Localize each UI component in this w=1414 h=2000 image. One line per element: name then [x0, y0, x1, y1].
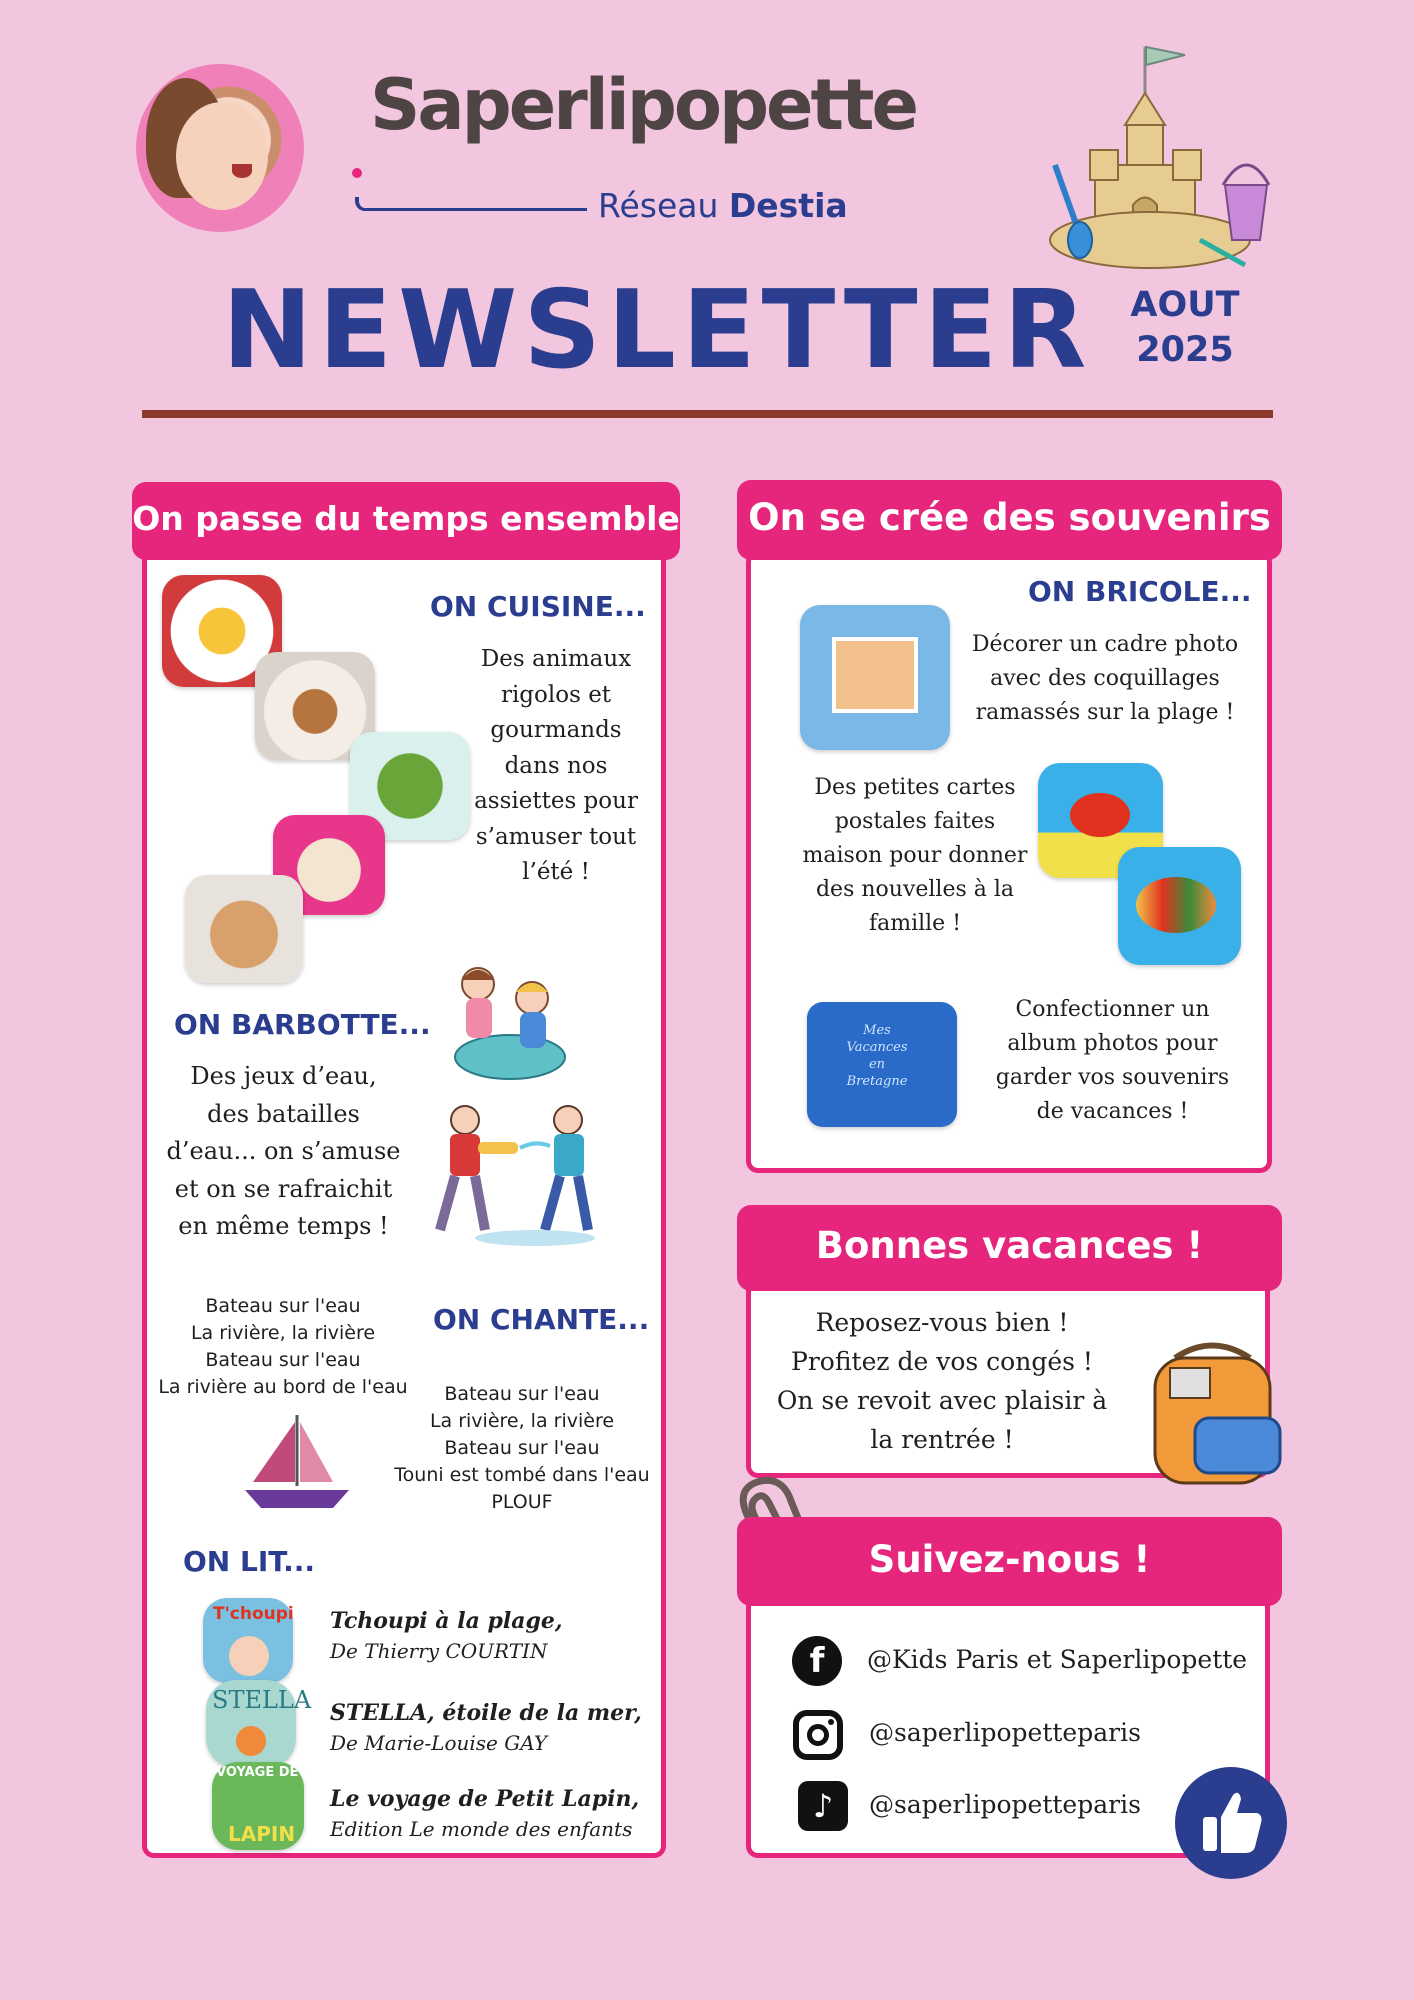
tiktok-link[interactable]: @saperlipopetteparis — [869, 1790, 1141, 1819]
water-fight-illustration — [420, 1100, 610, 1250]
book-title-1: Tchoupi à la plage, — [330, 1608, 563, 1634]
song-verse-1: Bateau sur l'eau La rivière, la rivière Bateau sur l'eau La rivière au bord de l'eau — [158, 1295, 408, 1398]
left-heading: On passe du temps ensemble — [132, 482, 680, 560]
instagram-link[interactable]: @saperlipopetteparis — [869, 1718, 1141, 1747]
vacances-heading: Bonnes vacances ! — [737, 1205, 1282, 1291]
chante-title: ON CHANTE... — [433, 1303, 650, 1336]
barbotte-text: Des jeux d’eau, des batailles d’eau... on s’amuse et on se rafraichit en même temps ! — [166, 1062, 401, 1240]
book-author-3: Edition Le monde des enfants — [330, 1817, 633, 1841]
tchoupi-book-cover: T'choupi — [203, 1598, 293, 1683]
book-title-2: STELLA, étoile de la mer, — [330, 1700, 642, 1726]
logo-dot — [352, 168, 362, 178]
issue-date: AOUT 2025 — [1130, 285, 1240, 370]
instagram-icon[interactable] — [793, 1710, 843, 1760]
shell-frame-photo — [800, 605, 950, 750]
lapin-book-cover: VOYAGE DE LAPIN — [212, 1762, 304, 1850]
facebook-icon[interactable]: f — [792, 1636, 842, 1686]
pig-plate-photo — [185, 875, 303, 983]
bricole-item-3: Confectionner un album photos pour garder vos souvenirs de vacances ! — [995, 997, 1230, 1124]
girl-photo — [136, 64, 304, 232]
bricole-title: ON BRICOLE... — [1028, 575, 1252, 608]
fish-card-photo — [1118, 847, 1241, 965]
header-divider — [142, 410, 1273, 418]
book-author-2: De Marie-Louise GAY — [330, 1731, 548, 1755]
suivez-heading: Suivez-nous ! — [737, 1517, 1282, 1606]
tiktok-icon[interactable]: ♪ — [798, 1781, 848, 1831]
sailboat-icon — [245, 1410, 350, 1510]
bricole-item-1: Décorer un cadre photo avec des coquillages ramassés sur la plage ! — [971, 632, 1239, 725]
bricole-item-2: Des petites cartes postales faites maison pour donner des nouvelles à la famille ! — [802, 775, 1028, 936]
sandcastle-icon — [1035, 35, 1280, 280]
song-verse-2: Bateau sur l'eau La rivière, la rivière Bateau sur l'eau Touni est tombé dans l'eau PLOUF — [394, 1383, 650, 1513]
bretagne-album-photo: Mes Vacances en Bretagne — [807, 1002, 957, 1127]
backpack-icon — [1140, 1338, 1285, 1493]
barbotte-title: ON BARBOTTE... — [174, 1008, 431, 1041]
kids-basin-illustration — [440, 962, 580, 1092]
cuisine-text: Des animaux rigolos et gourmands dans nos assiettes pour s’amuser tout l’été ! — [474, 646, 638, 885]
lit-title: ON LIT... — [183, 1545, 316, 1578]
vacances-text: Reposez-vous bien ! Profitez de vos congés ! On se revoit avec plaisir à la rentrée ! — [776, 1308, 1108, 1454]
newsletter-title: NEWSLETTER — [222, 268, 1093, 393]
logo-name: Saperlipopette — [370, 64, 916, 146]
book-author-1: De Thierry COURTIN — [330, 1639, 548, 1663]
cuisine-title: ON CUISINE... — [430, 590, 646, 623]
logo-swoosh — [355, 197, 587, 211]
book-title-3: Le voyage de Petit Lapin, — [330, 1786, 640, 1812]
right-heading: On se crée des souvenirs — [737, 480, 1282, 560]
stella-book-cover: STELLA — [206, 1680, 296, 1768]
logo-network: Réseau Destia — [598, 186, 848, 225]
facebook-link[interactable]: @Kids Paris et Saperlipopette — [867, 1645, 1248, 1674]
thumbs-up-icon — [1175, 1767, 1287, 1879]
